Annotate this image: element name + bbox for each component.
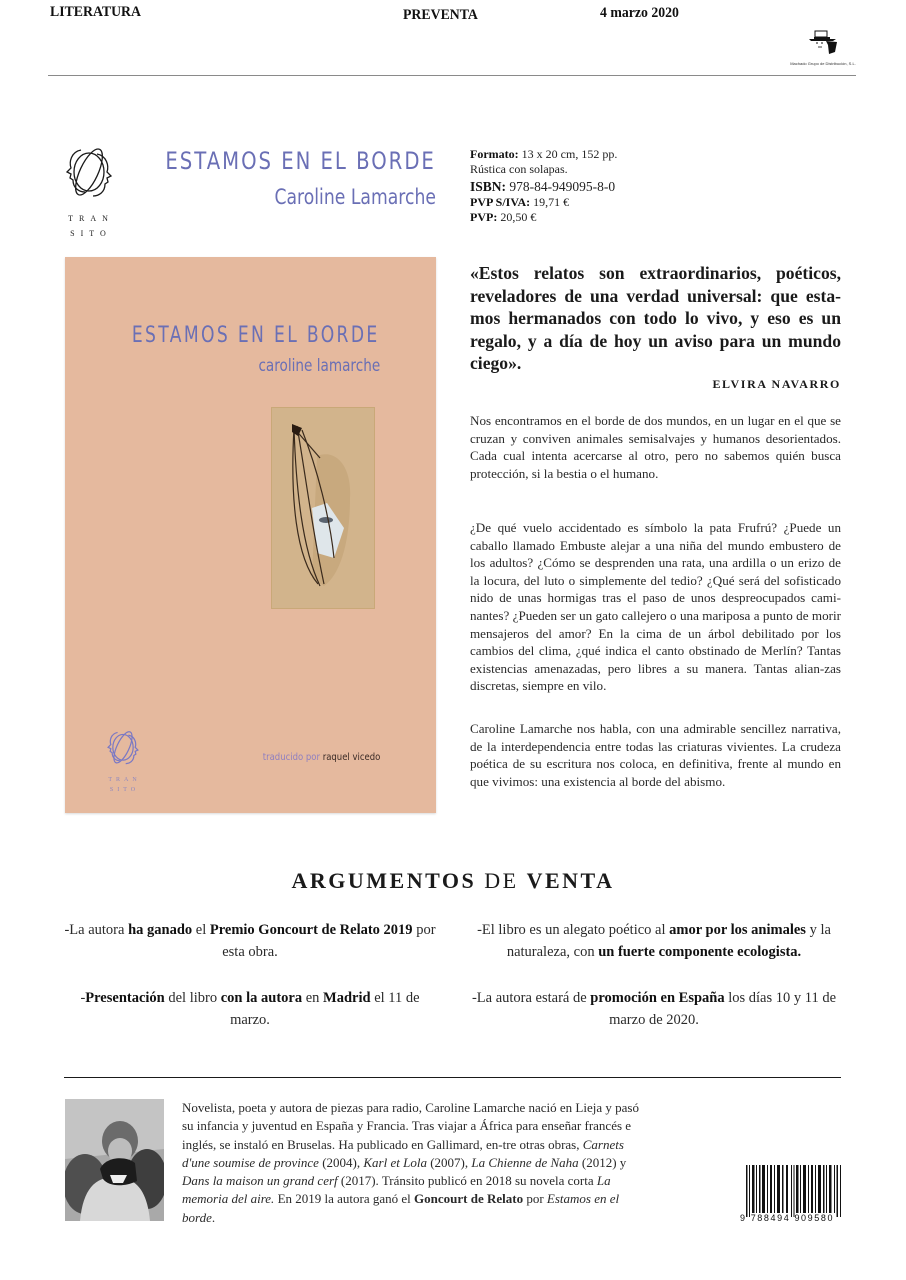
translator-label: traducido por	[262, 752, 323, 763]
work-title: La Chienne de Naha	[471, 1154, 579, 1170]
text: .	[211, 1209, 216, 1225]
emphasis: amor por los animales	[669, 922, 806, 938]
cover-logo-line2: SITO	[109, 787, 140, 793]
pvp-siva-value: 19,71 €	[530, 195, 570, 209]
cover-author: caroline lamarche	[258, 356, 380, 376]
synopsis-paragraph-2: ¿De qué vuelo accidentado es símbolo la pata Frufrú? ¿Puede un caballo llamado Embuste alejar a una niña del mundo embustero de los adultos? ¿Cómo se desprenden una rata, una ardilla o un erizo de la locura, del luto o simplemente del tedio? ¿Qué será del sofisticado nido de unas hormigas tras el paso de unos despreocupados cami-nantes? ¿Pueden ser un gato callejero o una mariposa a punto de morir mensajeros del amor? En la cima de un árbol debilitado por los cambios del clima, ¿qué indica el canto obstinado de Merlín? Tantas existencias amenazadas, pero libres a su manera. Tantas alian-zas discretas, siempre en vilo.	[470, 520, 841, 694]
text: (2012) y	[578, 1154, 627, 1170]
cover-illustration	[271, 407, 375, 609]
two-faces-orbit-logo-icon	[105, 727, 141, 769]
bio-divider	[64, 1077, 841, 1078]
header-divider	[48, 75, 856, 76]
text: -	[80, 990, 86, 1006]
heading-part-3: VENTA	[526, 868, 615, 893]
work-title: La memoria del aire.	[182, 1173, 611, 1207]
cover-title: ESTAMOS EN EL BORDE	[132, 323, 380, 348]
cover-logo-line1: TRAN	[108, 777, 141, 783]
author-photo	[65, 1099, 164, 1221]
publisher-logo	[60, 142, 118, 239]
publisher-name-line2: SITO	[70, 229, 112, 238]
work-title: Carnets d'une soumise de province	[182, 1136, 624, 1170]
author-with-cat-photo-icon	[65, 1099, 164, 1221]
two-faces-orbit-logo-icon	[63, 142, 115, 204]
text: del libro	[164, 990, 221, 1006]
barcode-icon	[746, 1165, 842, 1217]
isbn-label: ISBN:	[470, 179, 507, 194]
status-label: PREVENTA	[403, 7, 478, 23]
text: el	[192, 922, 210, 938]
book-metadata	[470, 147, 617, 225]
barcode-number: 9 788494 909580	[740, 1213, 835, 1223]
text: -El libro es un alegato poético al	[477, 922, 670, 938]
emphasis: con la autora	[220, 990, 303, 1006]
isbn-line	[470, 178, 617, 195]
pvp-label: PVP:	[470, 210, 498, 224]
man-with-hat-logo-icon	[806, 30, 840, 60]
distributor-caption: Machado Grupo de Distribución, S.L.	[790, 61, 856, 66]
work-title: Dans la maison un grand cerf	[182, 1173, 338, 1189]
author-bio	[182, 1099, 642, 1227]
text: (2004),	[318, 1154, 364, 1170]
emphasis: Premio Goncourt de Relato 2019	[209, 922, 413, 938]
section-label: LITERATURA	[50, 4, 141, 20]
text: en	[302, 990, 324, 1006]
text: En 2019 la autora ganó el	[274, 1191, 415, 1207]
publisher-name-line1: TRAN	[68, 214, 114, 223]
review-quote: «Estos relatos son extraordinarios, poéticos, reveladores de una verdad universal: que esta-mos hermanados con todo lo vivo, y eso es un regalo, y a día de hoy un aviso para un mundo ciego».	[470, 263, 841, 373]
pvp-siva-label: PVP S/IVA:	[470, 195, 531, 209]
cover-translator	[262, 752, 380, 763]
text: -La autora	[64, 922, 129, 938]
pvp-line	[470, 210, 617, 225]
format-line	[470, 147, 617, 162]
synopsis-paragraph-3: Caroline Lamarche nos habla, con una admirable sencillez narrativa, de la interdependencia entre todas las criaturas vivientes. La crudeza poética de su escritura nos coloca, en definitiva, frente al mundo en que vivimos: una existencia al borde del abismo.	[470, 721, 841, 789]
pvp-value: 20,50 €	[497, 210, 537, 224]
text: Novelista, poeta y autora de piezas para radio, Caroline Lamarche nació en Lieja y pasó su infancia y juventud en España y Francia. Tras viajar a África para enseñar francés e inglés, se instaló en Bruselas. Ha publicado en Gallimard, en-tre otras obras,	[182, 1100, 639, 1152]
selling-point-presentation	[60, 988, 440, 1031]
text: los días 10 y 11 de marzo de 2020.	[609, 990, 837, 1028]
text: (2007),	[426, 1154, 472, 1170]
isbn-value: 978-84-949095-8-0	[506, 179, 616, 194]
emphasis: Presentación	[85, 990, 165, 1006]
text: el 11 de marzo.	[230, 990, 420, 1028]
format-label: Formato:	[470, 147, 519, 161]
cover-publisher-logo	[103, 727, 143, 794]
synopsis-paragraph-1: Nos encontramos en el borde de dos mundos, en un lugar en el que se cruzan y conviven animales semisalvajes y humanos desorientados. Cada cual intenta acercarse al otro, pero no sabemos quién busca protección, si la bestia o el humano.	[470, 413, 841, 481]
emphasis: promoción en España	[590, 990, 725, 1006]
text: -La autora estará de	[471, 990, 591, 1006]
text: por	[523, 1191, 547, 1207]
emphasis: Madrid	[323, 990, 371, 1006]
text: por esta obra.	[222, 922, 436, 960]
emphasis: un fuerte componente ecologista.	[598, 943, 802, 960]
release-date: 4 marzo 2020	[600, 5, 679, 21]
selling-point-promotion	[464, 988, 844, 1031]
book-author: Caroline Lamarche	[274, 185, 436, 209]
book-title: ESTAMOS EN EL BORDE	[165, 147, 436, 175]
distributor-logo	[790, 30, 856, 72]
selling-point-ecology	[464, 920, 844, 963]
format-value: 13 x 20 cm, 152 pp.	[518, 147, 618, 161]
selling-points-heading	[0, 868, 906, 894]
heading-part-1: ARGUMENTOS	[291, 868, 477, 893]
text: (2017). Tránsito publicó en 2018 su novela corta	[337, 1173, 597, 1189]
binding-line: Rústica con solapas.	[470, 162, 568, 176]
heading-part-2: DE	[476, 868, 527, 893]
book-cover	[65, 257, 436, 813]
award-name: Goncourt de Relato	[414, 1191, 524, 1207]
selling-point-award	[60, 920, 440, 963]
work-title: Estamos en el borde	[182, 1191, 620, 1225]
quote-author: ELVIRA NAVARRO	[712, 377, 841, 391]
wing-face-collage-icon	[272, 408, 376, 610]
translator-name: raquel vicedo	[322, 752, 380, 763]
emphasis: ha ganado	[128, 922, 193, 938]
text: y la naturaleza, con	[506, 922, 831, 960]
pvp-siva-line	[470, 195, 617, 210]
work-title: Karl et Lola	[363, 1154, 427, 1170]
